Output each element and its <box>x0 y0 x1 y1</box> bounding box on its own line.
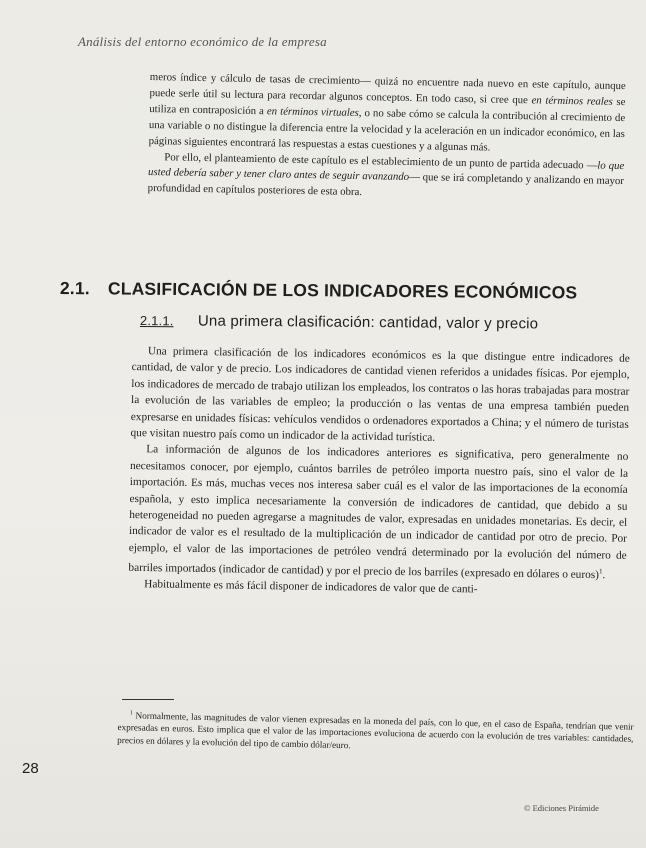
section-title: CLASIFICACIÓN DE LOS INDICADORES ECONÓMICOS <box>107 278 578 303</box>
body-paragraph-1: Una primera clasificación de los indicadores económicos es la que distingue entre indicadores de cantidad, de valor y de precio. Los indicadores de cantidad vienen referidos a unidades físicas. Por ejemplo, los indicadores de mercado de trabajo utilizan los empleados, los contratos o las horas trabajadas para mostrar la evolución de las variables de empleo; la producción o las ventas de una empresa también pueden expresarse en unidades físicas: vehículos vendidos o ordenadores exportados a China; y el número de turistas que visitan nuestro país como un indicador de la actividad turística. <box>130 345 630 444</box>
section-heading <box>60 278 578 304</box>
footnote <box>117 707 634 758</box>
body-paragraph-3: Habitualmente es más fácil disponer de indicadores de valor que de canti- <box>144 578 478 596</box>
subsection-title: Una primera clasificación: cantidad, valor y precio <box>197 312 539 333</box>
body-paragraph-2: La información de algunos de los indicadores anteriores es significativa, pero generalmente no necesitamos conocer, por ejemplo, cuántos barriles de petróleo importa nuestro país, sino el valor de la importación. Es más, muchas veces nos interesa saber cuál es el valor de las importaciones de la economía española, y esto implica necesariamente la conversión de indicadores de cantidad, que debido a su heterogeneidad no pueden agregarse a magnitudes de valor, expresadas en unidades monetarias. Es decir, el indicador de valor es el resultado de la multiplicación de un indicador de cantidad por otro de precio. Por ejemplo, el valor de las importaciones de petróleo vendrá determinado por la evolución del número de barriles importados (indicador de cantidad) y por el precio de los barriles (expresado en dólares o euros)$^1$. <box>128 443 629 582</box>
publisher-credit: © Ediciones Pirámide <box>524 803 599 813</box>
running-head: Análisis del entorno económico de la empresa <box>78 34 327 49</box>
intro-paragraph-1: meros índice y cálculo de tasas de crecimiento— quizá no encuentre nada nuevo en este capítulo, aunque puede serle útil su lectura para recordar algunos conceptos. En todo caso, si cree que en términos reales se utiliza en contraposición a en términos virtuales, o no sabe cómo se calcula la contribución al crecimiento de una variable o no distingue la diferencia entre la velocidad y la aceleración en un indicador económico, en las páginas siguientes encontrará las respuestas a estas cuestiones y a algunas más. <box>148 70 626 154</box>
intro-text <box>148 70 626 206</box>
section-number: 2.1. <box>59 278 90 299</box>
intro-paragraph-2: Por ello, el planteamiento de este capítulo es el establecimiento de un punto de partida adecuado —lo que usted debería saber y tener claro antes de seguir avanzando— que se irá completando y analizando en mayor profundidad en capítulos posteriores de esta obra. <box>147 150 625 199</box>
footnote-reference: 1 <box>598 567 603 576</box>
page-number: 28 <box>22 760 39 777</box>
subsection-heading <box>140 312 538 332</box>
body-text <box>128 343 630 601</box>
footnote-divider <box>122 699 174 700</box>
subsection-number: 2.1.1. <box>139 312 174 329</box>
footnote-text: Normalmente, las magnitudes de valor vienen expresadas en la moneda del país, con lo que, en el caso de España, tendrían que venir expresadas en euros. Esto implica que el valor de las importaciones evoluciona de acuerdo con la evolución de tres variables: cantidades, precios en dólares y la evolución del tipo de cambio dólar/euro. <box>117 710 634 750</box>
footnote-mark: 1 <box>129 710 133 717</box>
